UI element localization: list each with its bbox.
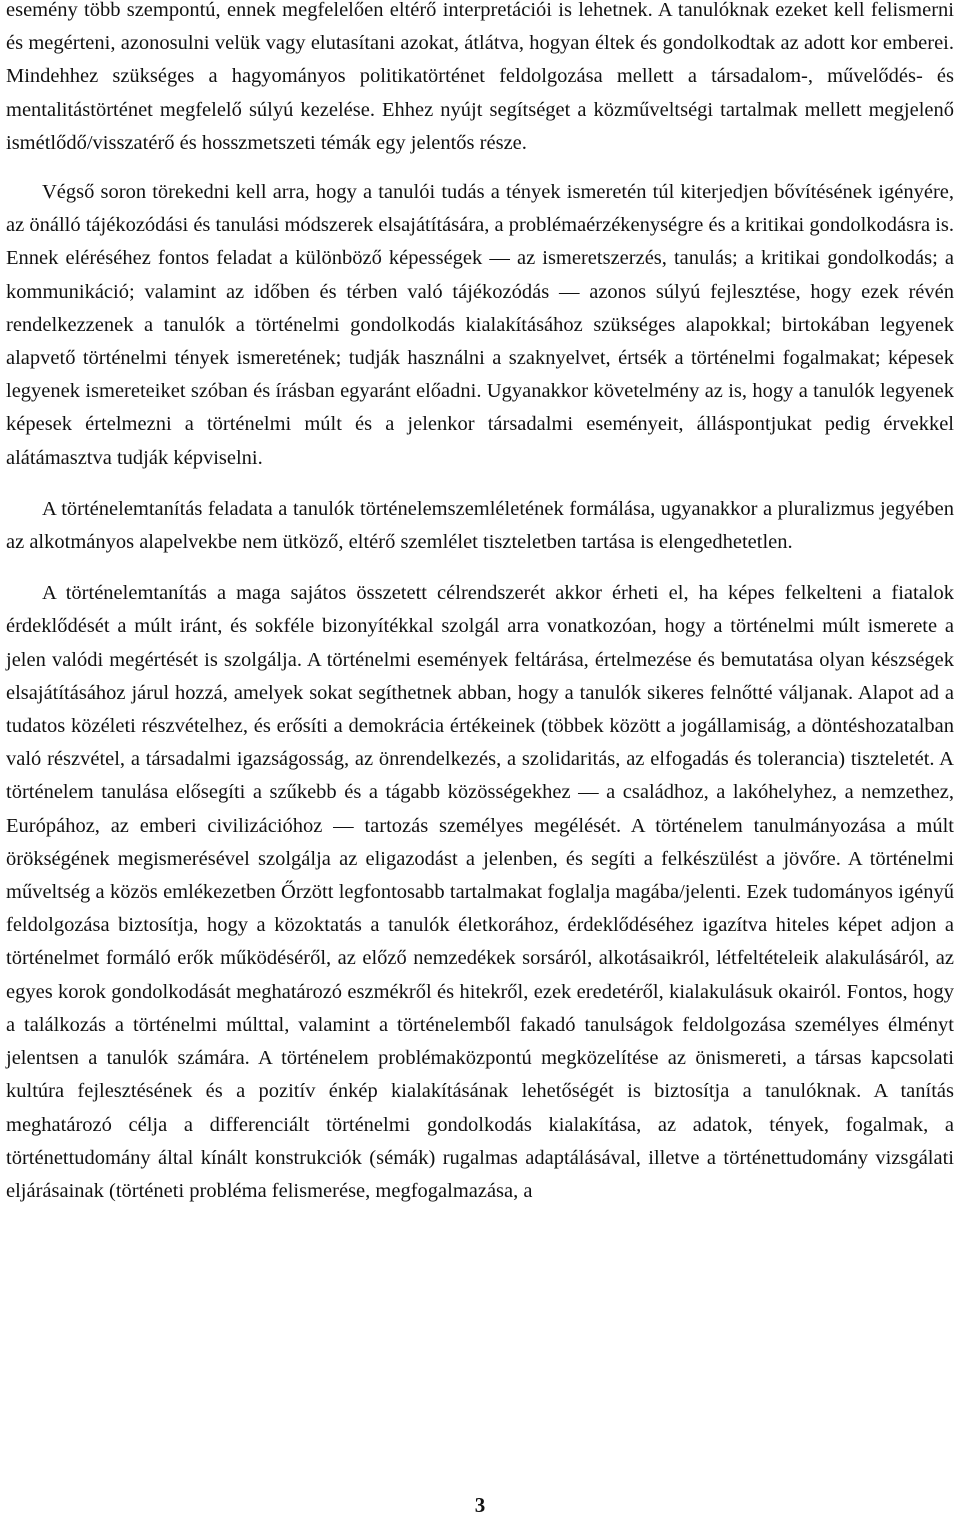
paragraph-1: esemény több szempontú, ennek megfelelően eltérő interpretációi is lehetnek. A tanulóknak ezeket kell felismerni és megérteni, azonosulni velük vagy elutasítani azokat, átlátva, hogyan éltek és gondolkodtak az adott kor emberei. Mindehhez szükséges a hagyományos politikatörténet feldolgozása mellett a társadalom-, művelődés- és mentalitástörténet megfelelő súlyú kezelése. Ehhez nyújt segítséget a közműveltségi tartalmak mellett megjelenő ismétlődő/visszatérő és hosszmetszeti témák egy jelentős része. [6, 0, 954, 154]
paragraph-2: Végső soron törekedni kell arra, hogy a tanulói tudás a tények ismeretén túl kiterjedjen bővítésének igényére, az önálló tájékozódási és tanulási módszerek elsajátítására, a problémaérzékenységre és a kritikai gondolkodásra is. Ennek eléréséhez fontos feladat a különböző képességek — az ismeretszerzés, tanulás; a kritikai gondolkodás; a kommunikáció; valamint az időben és térben való tájékozódás — azonos súlyú fejlesztése, hogy ezek révén rendelkezzenek a tanulók a történelmi gondolkodás kialakításához szükséges alapokkal; birtokában legyenek alapvető történelmi tények ismeretének; tudják használni a szaknyelvet, értsék a történelmi fogalmakat; képesek legyenek ismereteiket szóban és írásban egyaránt előadni. Ugyanakkor követelmény az is, hogy a tanulók legyenek képesek értelmezni a történelmi múlt és a jelenkor társadalmi eseményeit, álláspontjukat pedig érvekkel alátámasztva tudják képviselni. [6, 181, 954, 469]
page-number: 3 [474, 1493, 486, 1517]
document-page [6, 0, 954, 1521]
paragraph-4: A történelemtanítás a maga sajátos összetett célrendszerét akkor érheti el, ha képes felkelteni a fiatalok érdeklődését a múlt iránt, és sokféle bizonyítékkal szolgál arra vonatkozóan, hogy a történelmi múlt ismerete a jelen valódi megértését is szolgálja. A történelmi események feltárása, értelmezése és bemutatása olyan készségek elsajátításához járul hozzá, amelyek sokat segíthetnek abban, hogy a tanulók sikeres felnőtté váljanak. Alapot ad a tudatos közéleti részvételhez, és erősíti a demokrácia értékeinek (többek között a jogállamiság, a döntéshozatalban való részvétel, a társadalmi igazságosság, az önrendelkezés, a szolidaritás, az elfogadás és tolerancia) tiszteletét. A történelem tanulása elősegíti a szűkebb és a tágabb közösségekhez — a családhoz, a lakóhelyhez, a nemzethez, Európához, az emberi civilizációhoz — tartozás személyes megélését. A történelem tanulmányozása a múlt örökségének megismerésével szolgálja az eligazodást a jelenben, és segíti a felkészülést a jövőre. A történelmi műveltség a közös emlékezetben Őrzött legfontosabb tartalmakat foglalja magába/jelenti. Ezek tudományos igényű feldolgozása biztosítja, hogy a közoktatás a tanulók életkorához, érdeklődéséhez igazítva hiteles képet adjon a történelmet formáló erők működéséről, az előző nemzedékek sorsáról, alkotásaikról, létfeltételeik alakulásáról, az egyes korok gondolkodását meghatározó eszmékről és hitekről, ezek eredetéről, kialakulásuk okairól. Fontos, hogy a találkozás a történelmi múlttal, valamint a történelemből fakadó tanulságok feldolgozása személyes élményt jelentsen a tanulók számára. A történelem problémaközpontú megközelítése az önismereti, a társas kapcsolati kultúra fejlesztésének és a pozitív énkép kialakításának lehetőségét is biztosítja a tanulóknak. A tanítás meghatározó célja a differenciált történelmi gondolkodás kialakítása, az adatok, tények, fogalmak, a történettudomány által kínált konstrukciók (sémák) rugalmas adaptálásával, illetve a történettudomány vizsgálati eljárásainak (történeti probléma felismerése, megfogalmazása, a [6, 582, 954, 1202]
paragraph-3: A történelemtanítás feladata a tanulók történelemszemléletének formálása, ugyanakkor a pluralizmus jegyében az alkotmányos alapelvekbe nem ütköző, eltérő szemlélet tiszteletben tartása is elengedhetetlen. [6, 497, 954, 554]
